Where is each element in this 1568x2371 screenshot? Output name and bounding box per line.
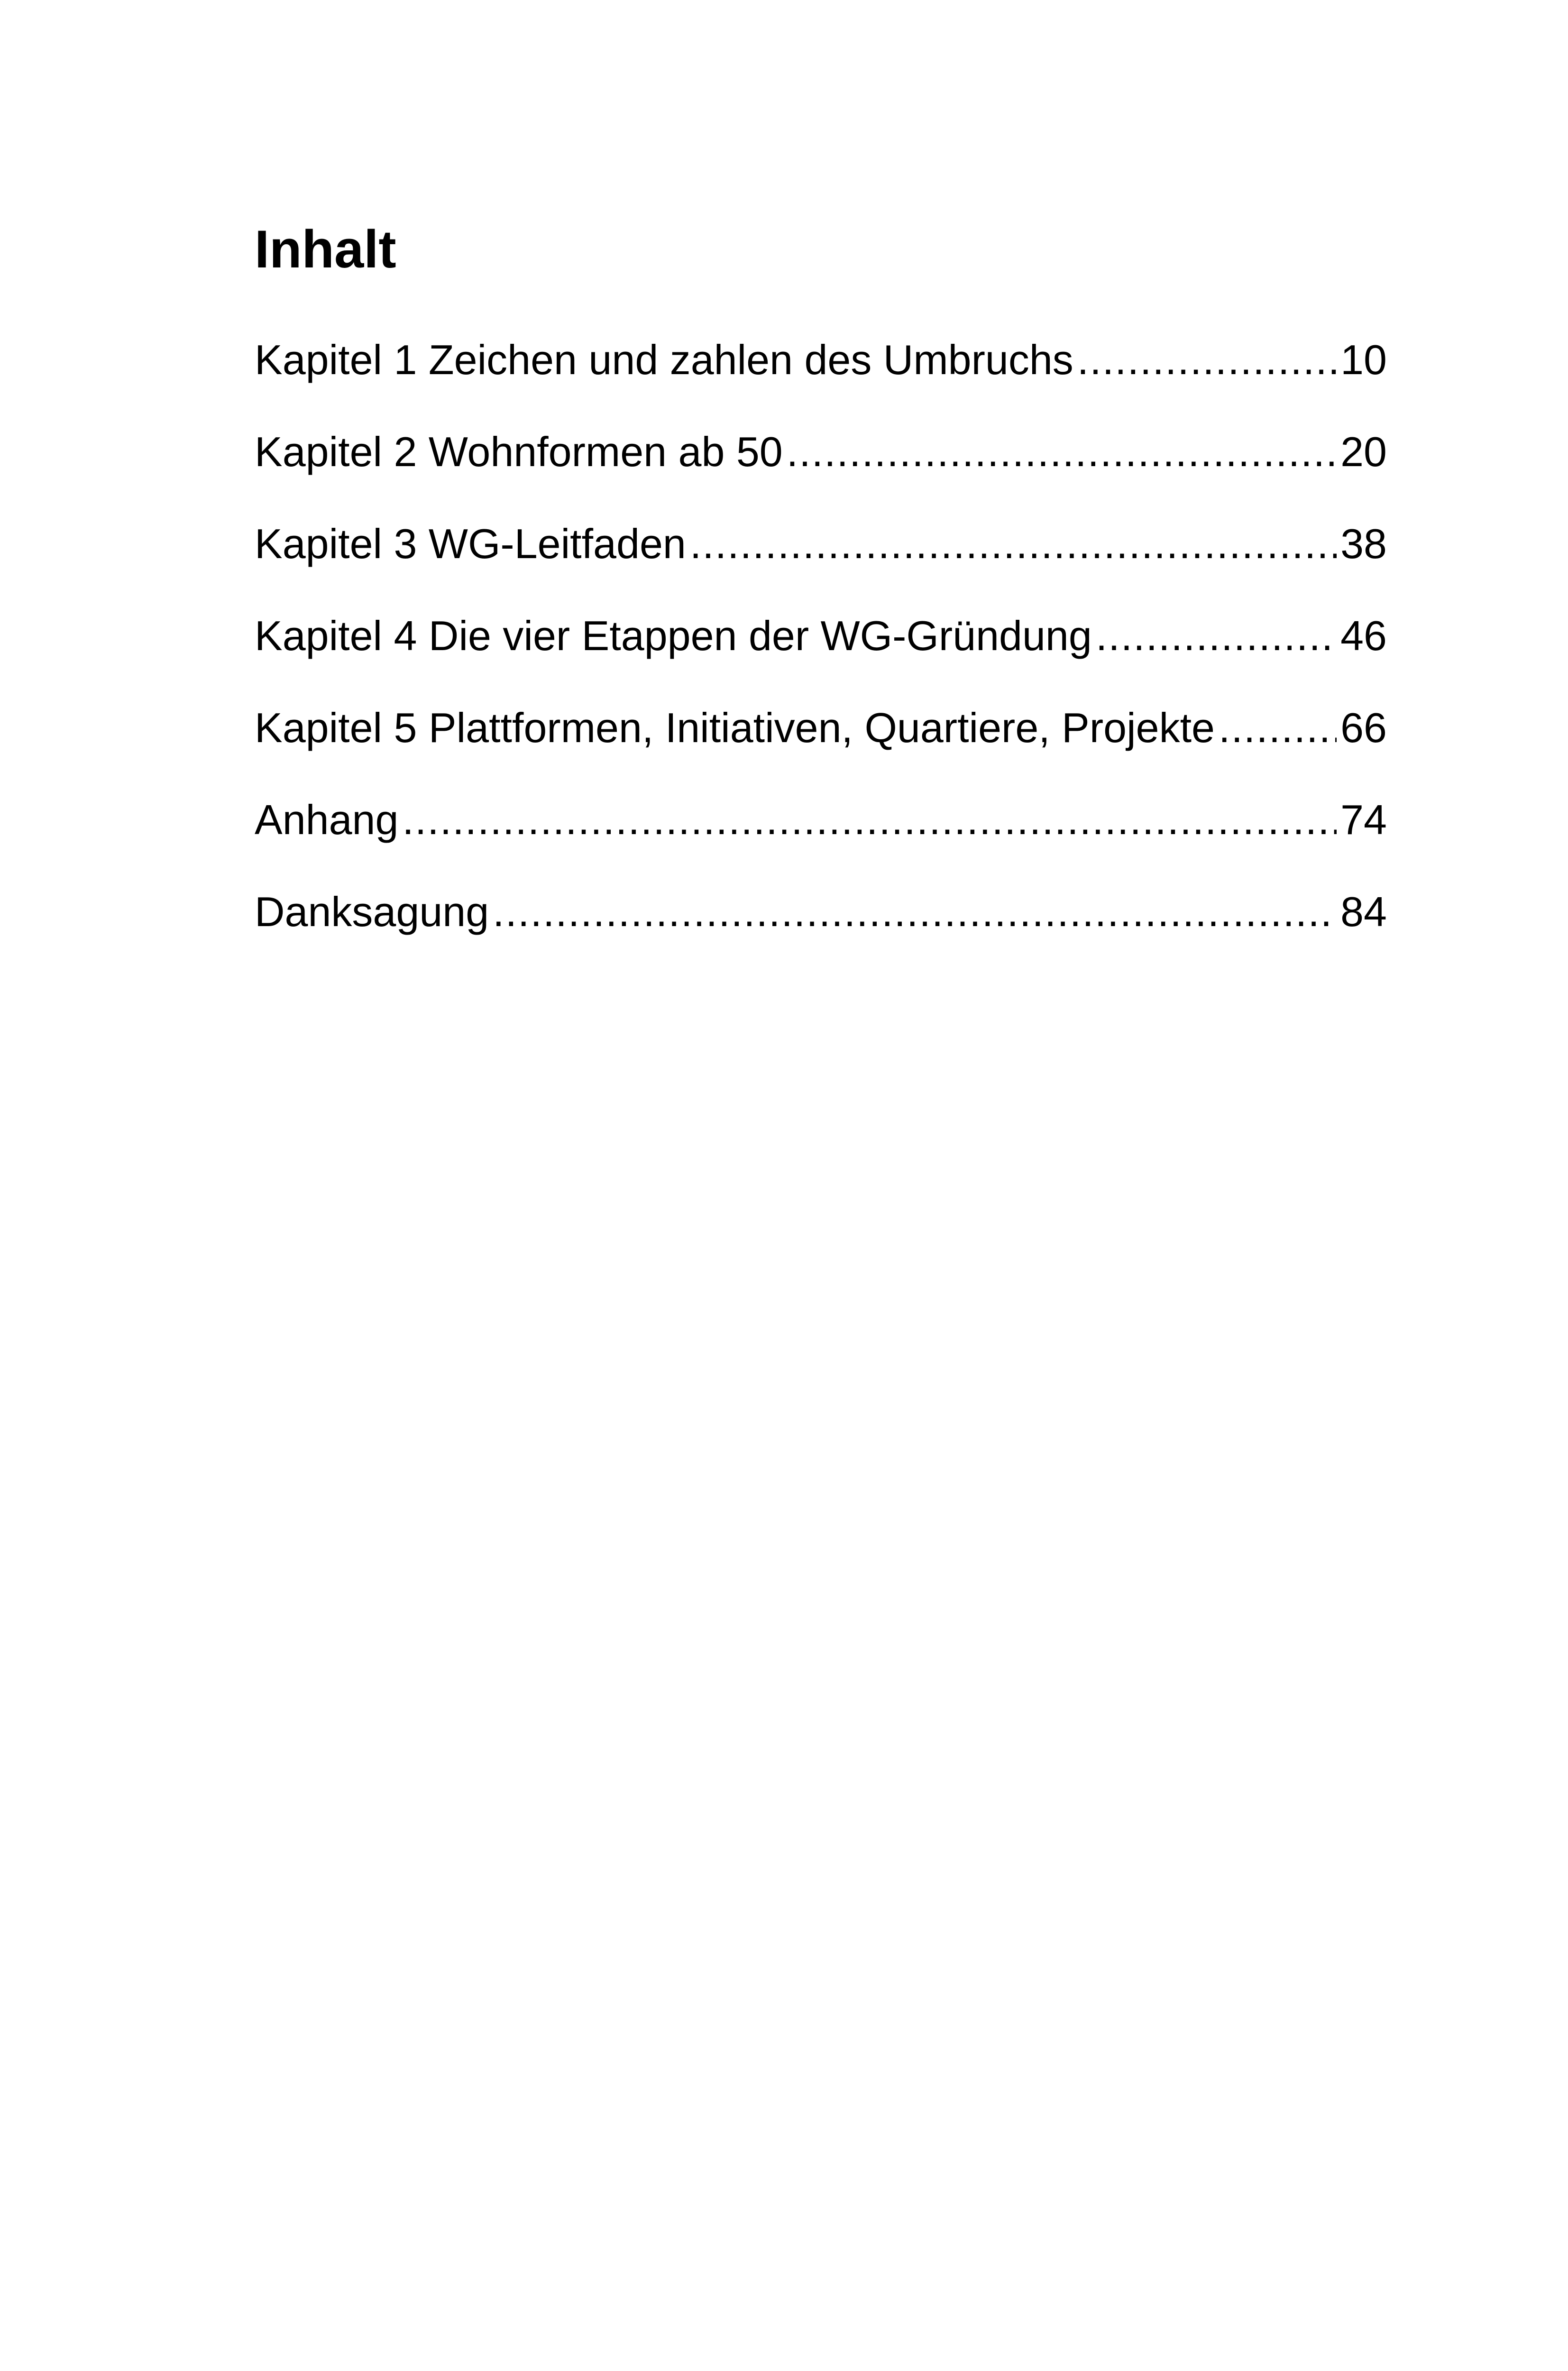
toc-entry-page-number: 20 — [1340, 431, 1387, 475]
toc-entry-chapter-4 — [255, 615, 1387, 707]
toc-entry-title: Kapitel 1 Zeichen und zahlen des Umbruchs — [255, 339, 1073, 383]
toc-entry-page-number: 38 — [1340, 523, 1387, 567]
toc-entry-title: Kapitel 2 Wohnformen ab 50 — [255, 431, 783, 475]
page-heading: Inhalt — [255, 220, 396, 279]
toc-entry-title: Kapitel 5 Plattformen, Initiativen, Quartiere, Projekte — [255, 707, 1215, 751]
toc-entry-appendix — [255, 799, 1387, 891]
toc-entry-title: Kapitel 3 WG-Leitfaden — [255, 523, 686, 567]
toc-entry-acknowledgements — [255, 891, 1387, 983]
dot-leader — [493, 891, 1337, 933]
toc-entry-title: Anhang — [255, 799, 399, 843]
toc-entry-page-number: 66 — [1340, 707, 1387, 751]
table-of-contents — [255, 339, 1387, 983]
toc-entry-chapter-1 — [255, 339, 1387, 431]
dot-leader — [1077, 339, 1337, 381]
toc-entry-page-number: 84 — [1340, 891, 1387, 935]
toc-entry-chapter-5 — [255, 707, 1387, 799]
toc-entry-title: Kapitel 4 Die vier Etappen der WG-Gründung — [255, 615, 1092, 659]
dot-leader — [690, 523, 1337, 565]
dot-leader — [402, 799, 1337, 841]
dot-leader — [1219, 707, 1337, 749]
dot-leader — [787, 431, 1337, 473]
toc-entry-chapter-2 — [255, 431, 1387, 523]
toc-entry-chapter-3 — [255, 523, 1387, 615]
dot-leader — [1096, 615, 1337, 657]
toc-entry-page-number: 46 — [1340, 615, 1387, 659]
toc-entry-title: Danksagung — [255, 891, 489, 935]
toc-entry-page-number: 74 — [1340, 799, 1387, 843]
toc-entry-page-number: 10 — [1340, 339, 1387, 383]
